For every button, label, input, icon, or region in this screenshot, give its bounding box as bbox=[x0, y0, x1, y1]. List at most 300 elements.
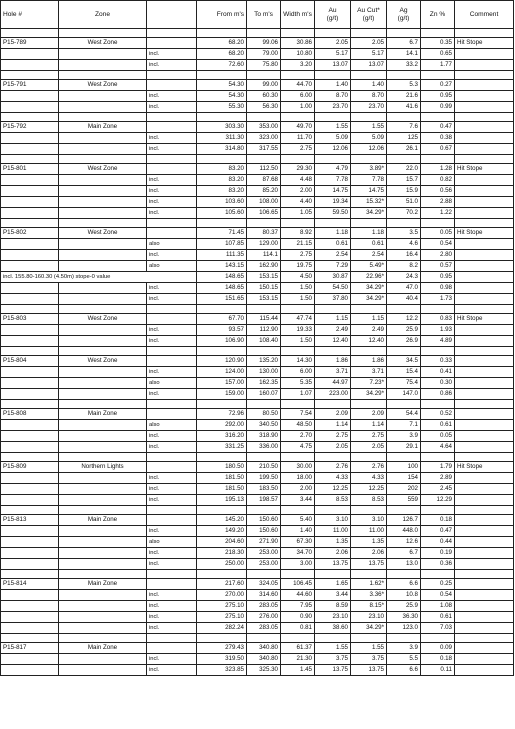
header-au-cut: Au Cut* (g/t) bbox=[351, 1, 387, 29]
cell-width: 6.00 bbox=[281, 91, 315, 102]
spacer-cell bbox=[147, 113, 197, 122]
cell-qualifier: incl. bbox=[147, 559, 197, 570]
cell-from: 282.24 bbox=[197, 623, 247, 634]
cell-width: 14.30 bbox=[281, 356, 315, 367]
cell-zn: 0.47 bbox=[421, 122, 455, 133]
spacer-cell bbox=[387, 219, 421, 228]
cell-au: 7.29 bbox=[315, 261, 351, 272]
cell-zn: 0.18 bbox=[421, 515, 455, 526]
spacer-cell bbox=[387, 155, 421, 164]
cell-qualifier: incl. bbox=[147, 325, 197, 336]
cell-zn: 0.54 bbox=[421, 590, 455, 601]
cell-qualifier bbox=[147, 228, 197, 239]
spacer-cell bbox=[351, 113, 387, 122]
cell-to: 115.44 bbox=[247, 314, 281, 325]
cell-qualifier bbox=[147, 38, 197, 49]
cell-hole: P15-789 bbox=[1, 38, 59, 49]
spacer-cell bbox=[59, 570, 147, 579]
cell-zone bbox=[59, 484, 147, 495]
cell-from: 275.10 bbox=[197, 601, 247, 612]
cell-comment bbox=[455, 250, 514, 261]
cell-zn: 0.09 bbox=[421, 643, 455, 654]
spacer-cell bbox=[197, 71, 247, 80]
cell-hole bbox=[1, 495, 59, 506]
cell-ag: 8.2 bbox=[387, 261, 421, 272]
cell-comment bbox=[455, 409, 514, 420]
cell-au-cut: 5.49* bbox=[351, 261, 387, 272]
cell-zone: West Zone bbox=[59, 164, 147, 175]
spacer-cell bbox=[421, 29, 455, 38]
spacer-cell bbox=[315, 570, 351, 579]
cell-width: 5.40 bbox=[281, 515, 315, 526]
table-row bbox=[1, 590, 514, 601]
cell-au: 2.05 bbox=[315, 442, 351, 453]
cell-au-cut: 12.25 bbox=[351, 484, 387, 495]
spacer-cell bbox=[1, 453, 59, 462]
cell-comment bbox=[455, 102, 514, 113]
spacer-cell bbox=[59, 113, 147, 122]
cell-comment bbox=[455, 336, 514, 347]
spacer-cell bbox=[147, 71, 197, 80]
cell-zone bbox=[59, 102, 147, 113]
table-row bbox=[1, 389, 514, 400]
cell-zn: 0.47 bbox=[421, 526, 455, 537]
cell-zone: Main Zone bbox=[59, 122, 147, 133]
cell-hole bbox=[1, 442, 59, 453]
cell-zn: 0.05 bbox=[421, 431, 455, 442]
cell-to: 276.00 bbox=[247, 612, 281, 623]
cell-ag: 36.30 bbox=[387, 612, 421, 623]
spacer-cell bbox=[281, 305, 315, 314]
table-row bbox=[1, 122, 514, 133]
cell-width: 34.70 bbox=[281, 548, 315, 559]
cell-zn: 0.41 bbox=[421, 367, 455, 378]
cell-qualifier: incl. bbox=[147, 654, 197, 665]
cell-au: 14.75 bbox=[315, 186, 351, 197]
cell-au: 1.65 bbox=[315, 579, 351, 590]
cell-hole bbox=[1, 49, 59, 60]
cell-au: 1.15 bbox=[315, 314, 351, 325]
cell-qualifier: incl. bbox=[147, 601, 197, 612]
cell-to: 283.05 bbox=[247, 623, 281, 634]
cell-from: 83.20 bbox=[197, 164, 247, 175]
cell-qualifier: incl. bbox=[147, 144, 197, 155]
cell-ag: 126.7 bbox=[387, 515, 421, 526]
table-row bbox=[1, 484, 514, 495]
spacer-row bbox=[1, 347, 514, 356]
spacer-cell bbox=[59, 71, 147, 80]
cell-au: 13.07 bbox=[315, 60, 351, 71]
cell-comment: Hit Stope bbox=[455, 164, 514, 175]
table-row bbox=[1, 49, 514, 60]
cell-comment bbox=[455, 325, 514, 336]
table-row bbox=[1, 473, 514, 484]
spacer-cell bbox=[281, 113, 315, 122]
cell-au: 11.00 bbox=[315, 526, 351, 537]
cell-width: 0.90 bbox=[281, 612, 315, 623]
cell-zn: 0.95 bbox=[421, 272, 455, 283]
table-row bbox=[1, 38, 514, 49]
cell-au: 59.50 bbox=[315, 208, 351, 219]
cell-ag: 70.2 bbox=[387, 208, 421, 219]
cell-zn: 0.65 bbox=[421, 49, 455, 60]
cell-ag: 29.1 bbox=[387, 442, 421, 453]
cell-to: 183.50 bbox=[247, 484, 281, 495]
cell-hole: P15-791 bbox=[1, 80, 59, 91]
cell-comment bbox=[455, 473, 514, 484]
cell-au-cut: 23.10 bbox=[351, 612, 387, 623]
cell-hole bbox=[1, 208, 59, 219]
cell-to: 80.50 bbox=[247, 409, 281, 420]
cell-ag: 100 bbox=[387, 462, 421, 473]
cell-hole bbox=[1, 601, 59, 612]
cell-from: 217.60 bbox=[197, 579, 247, 590]
cell-qualifier: incl. bbox=[147, 612, 197, 623]
spacer-cell bbox=[387, 634, 421, 643]
spacer-row bbox=[1, 113, 514, 122]
cell-zone bbox=[59, 250, 147, 261]
table-row bbox=[1, 495, 514, 506]
cell-ag: 202 bbox=[387, 484, 421, 495]
spacer-cell bbox=[281, 400, 315, 409]
cell-au-cut: 8.53 bbox=[351, 495, 387, 506]
cell-zn: 0.56 bbox=[421, 186, 455, 197]
cell-zn: 0.95 bbox=[421, 91, 455, 102]
cell-qualifier: incl. bbox=[147, 623, 197, 634]
cell-to: 353.00 bbox=[247, 122, 281, 133]
cell-zone: West Zone bbox=[59, 356, 147, 367]
cell-zone bbox=[59, 91, 147, 102]
table-row bbox=[1, 356, 514, 367]
spacer-cell bbox=[387, 113, 421, 122]
cell-au: 1.55 bbox=[315, 643, 351, 654]
header-zn: Zn % bbox=[421, 1, 455, 29]
cell-au: 12.40 bbox=[315, 336, 351, 347]
table-row bbox=[1, 283, 514, 294]
cell-au: 2.54 bbox=[315, 250, 351, 261]
cell-ag: 7.1 bbox=[387, 420, 421, 431]
spacer-cell bbox=[197, 570, 247, 579]
spacer-cell bbox=[147, 347, 197, 356]
cell-qualifier: also bbox=[147, 537, 197, 548]
cell-hole bbox=[1, 590, 59, 601]
cell-from: 148.65 bbox=[197, 283, 247, 294]
cell-comment bbox=[455, 186, 514, 197]
spacer-cell bbox=[421, 400, 455, 409]
cell-hole bbox=[1, 133, 59, 144]
spacer-cell bbox=[421, 71, 455, 80]
cell-from: 292.00 bbox=[197, 420, 247, 431]
cell-from: 319.50 bbox=[197, 654, 247, 665]
cell-qualifier bbox=[147, 164, 197, 175]
cell-au: 5.09 bbox=[315, 133, 351, 144]
cell-hole bbox=[1, 484, 59, 495]
cell-width: 1.45 bbox=[281, 665, 315, 676]
cell-from: 314.80 bbox=[197, 144, 247, 155]
spacer-cell bbox=[315, 453, 351, 462]
cell-to: 210.50 bbox=[247, 462, 281, 473]
spacer-cell bbox=[147, 400, 197, 409]
spacer-cell bbox=[387, 506, 421, 515]
cell-comment bbox=[455, 612, 514, 623]
spacer-cell bbox=[281, 29, 315, 38]
cell-zone bbox=[59, 144, 147, 155]
cell-hole bbox=[1, 420, 59, 431]
cell-zn: 0.25 bbox=[421, 579, 455, 590]
spacer-cell bbox=[351, 71, 387, 80]
cell-ag: 41.6 bbox=[387, 102, 421, 113]
cell-from: 218.30 bbox=[197, 548, 247, 559]
cell-from: 149.20 bbox=[197, 526, 247, 537]
cell-from: 159.00 bbox=[197, 389, 247, 400]
cell-to: 340.50 bbox=[247, 420, 281, 431]
cell-au: 3.44 bbox=[315, 590, 351, 601]
cell-ag: 6.7 bbox=[387, 548, 421, 559]
spacer-cell bbox=[247, 29, 281, 38]
cell-to: 153.15 bbox=[247, 294, 281, 305]
spacer-cell bbox=[421, 634, 455, 643]
cell-comment bbox=[455, 197, 514, 208]
cell-ag: 10.8 bbox=[387, 590, 421, 601]
cell-zone bbox=[59, 239, 147, 250]
cell-to: 317.55 bbox=[247, 144, 281, 155]
table-row bbox=[1, 186, 514, 197]
spacer-cell bbox=[315, 113, 351, 122]
spacer-cell bbox=[197, 113, 247, 122]
header-to: To m's bbox=[247, 1, 281, 29]
cell-comment bbox=[455, 80, 514, 91]
cell-from: 55.30 bbox=[197, 102, 247, 113]
spacer-row bbox=[1, 155, 514, 164]
cell-ag: 5.5 bbox=[387, 654, 421, 665]
cell-to: 198.57 bbox=[247, 495, 281, 506]
cell-ag: 15.4 bbox=[387, 367, 421, 378]
cell-zn: 2.88 bbox=[421, 197, 455, 208]
spacer-cell bbox=[387, 305, 421, 314]
cell-to: 135.20 bbox=[247, 356, 281, 367]
cell-hole bbox=[1, 623, 59, 634]
cell-width: 21.15 bbox=[281, 239, 315, 250]
table-body bbox=[1, 29, 514, 676]
spacer-cell bbox=[147, 219, 197, 228]
cell-comment bbox=[455, 133, 514, 144]
cell-zone: West Zone bbox=[59, 38, 147, 49]
cell-au-cut: 34.29* bbox=[351, 283, 387, 294]
spacer-cell bbox=[147, 506, 197, 515]
cell-ag: 3.5 bbox=[387, 228, 421, 239]
spacer-cell bbox=[197, 219, 247, 228]
cell-hole: P15-804 bbox=[1, 356, 59, 367]
cell-to: 325.30 bbox=[247, 665, 281, 676]
cell-zn: 0.67 bbox=[421, 144, 455, 155]
cell-qualifier: also bbox=[147, 261, 197, 272]
cell-au-cut: 34.29* bbox=[351, 389, 387, 400]
cell-au-cut: 11.00 bbox=[351, 526, 387, 537]
cell-comment bbox=[455, 208, 514, 219]
cell-comment bbox=[455, 548, 514, 559]
cell-zn: 1.93 bbox=[421, 325, 455, 336]
cell-qualifier: incl. bbox=[147, 665, 197, 676]
cell-zn: 1.22 bbox=[421, 208, 455, 219]
cell-ag: 16.4 bbox=[387, 250, 421, 261]
cell-zn: 1.08 bbox=[421, 601, 455, 612]
cell-au: 1.40 bbox=[315, 80, 351, 91]
cell-au-cut: 13.75 bbox=[351, 665, 387, 676]
cell-hole: P15-809 bbox=[1, 462, 59, 473]
cell-zn: 0.30 bbox=[421, 378, 455, 389]
spacer-cell bbox=[421, 113, 455, 122]
cell-width: 21.30 bbox=[281, 654, 315, 665]
cell-width: 3.44 bbox=[281, 495, 315, 506]
cell-zone bbox=[59, 336, 147, 347]
cell-zone bbox=[59, 261, 147, 272]
spacer-cell bbox=[59, 347, 147, 356]
spacer-cell bbox=[387, 29, 421, 38]
cell-hole bbox=[1, 102, 59, 113]
cell-au: 30.87 bbox=[315, 272, 351, 283]
cell-comment bbox=[455, 484, 514, 495]
cell-ag: 22.0 bbox=[387, 164, 421, 175]
cell-width: 67.30 bbox=[281, 537, 315, 548]
header-comment: Comment bbox=[455, 1, 514, 29]
cell-from: 103.60 bbox=[197, 197, 247, 208]
cell-width: 4.50 bbox=[281, 272, 315, 283]
cell-from: 83.20 bbox=[197, 175, 247, 186]
table-row bbox=[1, 314, 514, 325]
cell-comment bbox=[455, 559, 514, 570]
cell-hole bbox=[1, 559, 59, 570]
cell-qualifier: incl. bbox=[147, 590, 197, 601]
cell-au-cut: 3.89* bbox=[351, 164, 387, 175]
spacer-cell bbox=[1, 400, 59, 409]
cell-comment bbox=[455, 601, 514, 612]
cell-au: 2.75 bbox=[315, 431, 351, 442]
spacer-cell bbox=[59, 400, 147, 409]
cell-width: 44.60 bbox=[281, 590, 315, 601]
cell-zone bbox=[59, 325, 147, 336]
cell-zn: 0.27 bbox=[421, 80, 455, 91]
cell-zone: Main Zone bbox=[59, 515, 147, 526]
cell-au-cut: 7.23* bbox=[351, 378, 387, 389]
cell-zone bbox=[59, 186, 147, 197]
cell-au-cut: 1.55 bbox=[351, 122, 387, 133]
cell-zn: 4.89 bbox=[421, 336, 455, 347]
spacer-cell bbox=[387, 453, 421, 462]
cell-zn: 4.64 bbox=[421, 442, 455, 453]
cell-ag: 7.6 bbox=[387, 122, 421, 133]
header-ag: Ag (g/t) bbox=[387, 1, 421, 29]
spacer-cell bbox=[197, 29, 247, 38]
cell-zone: Main Zone bbox=[59, 643, 147, 654]
spacer-cell bbox=[281, 219, 315, 228]
cell-qualifier bbox=[147, 80, 197, 91]
cell-from: 54.30 bbox=[197, 80, 247, 91]
cell-hole bbox=[1, 473, 59, 484]
cell-zn: 0.11 bbox=[421, 665, 455, 676]
spacer-cell bbox=[351, 400, 387, 409]
cell-qualifier: also bbox=[147, 239, 197, 250]
cell-zone: West Zone bbox=[59, 228, 147, 239]
table-row bbox=[1, 462, 514, 473]
cell-from: 72.60 bbox=[197, 60, 247, 71]
cell-to: 79.00 bbox=[247, 49, 281, 60]
cell-au: 8.59 bbox=[315, 601, 351, 612]
cell-width: 4.75 bbox=[281, 442, 315, 453]
cell-zone bbox=[59, 495, 147, 506]
cell-to: 271.90 bbox=[247, 537, 281, 548]
cell-qualifier: incl. bbox=[147, 442, 197, 453]
cell-comment bbox=[455, 272, 514, 283]
cell-zone bbox=[59, 654, 147, 665]
cell-to: 324.05 bbox=[247, 579, 281, 590]
cell-au-cut: 2.75 bbox=[351, 431, 387, 442]
header-au: Au (g/t) bbox=[315, 1, 351, 29]
spacer-cell bbox=[387, 71, 421, 80]
table-row bbox=[1, 601, 514, 612]
spacer-row bbox=[1, 570, 514, 579]
cell-zone bbox=[59, 590, 147, 601]
cell-to: 106.65 bbox=[247, 208, 281, 219]
cell-zone: West Zone bbox=[59, 80, 147, 91]
table-row bbox=[1, 261, 514, 272]
cell-au: 1.35 bbox=[315, 537, 351, 548]
table-row bbox=[1, 654, 514, 665]
cell-au: 23.70 bbox=[315, 102, 351, 113]
cell-comment bbox=[455, 665, 514, 676]
cell-hole bbox=[1, 261, 59, 272]
cell-zone: West Zone bbox=[59, 314, 147, 325]
cell-qualifier: incl. bbox=[147, 250, 197, 261]
spacer-cell bbox=[147, 29, 197, 38]
cell-au: 2.49 bbox=[315, 325, 351, 336]
cell-comment: Hit Stope bbox=[455, 228, 514, 239]
spacer-cell bbox=[421, 570, 455, 579]
cell-to: 150.15 bbox=[247, 283, 281, 294]
cell-ag: 75.4 bbox=[387, 378, 421, 389]
cell-au-cut: 1.15 bbox=[351, 314, 387, 325]
spacer-cell bbox=[59, 634, 147, 643]
cell-comment bbox=[455, 294, 514, 305]
cell-zone bbox=[59, 473, 147, 484]
cell-zn: 1.73 bbox=[421, 294, 455, 305]
cell-ag: 15.7 bbox=[387, 175, 421, 186]
spacer-cell bbox=[387, 400, 421, 409]
spacer-cell bbox=[247, 400, 281, 409]
cell-au: 37.80 bbox=[315, 294, 351, 305]
table-row bbox=[1, 431, 514, 442]
cell-zone bbox=[59, 623, 147, 634]
spacer-cell bbox=[197, 453, 247, 462]
spacer-cell bbox=[147, 155, 197, 164]
spacer-cell bbox=[197, 155, 247, 164]
cell-zone bbox=[59, 208, 147, 219]
cell-au-cut: 22.96* bbox=[351, 272, 387, 283]
spacer-cell bbox=[147, 570, 197, 579]
cell-comment: Hit Stope bbox=[455, 314, 514, 325]
table-row bbox=[1, 175, 514, 186]
cell-zn: 0.61 bbox=[421, 420, 455, 431]
spacer-row bbox=[1, 305, 514, 314]
cell-width: 2.00 bbox=[281, 186, 315, 197]
spacer-cell bbox=[455, 29, 514, 38]
cell-hole bbox=[1, 389, 59, 400]
header-zone: Zone bbox=[59, 1, 147, 29]
spacer-cell bbox=[281, 71, 315, 80]
cell-zn: 0.82 bbox=[421, 175, 455, 186]
cell-ag: 26.1 bbox=[387, 144, 421, 155]
cell-au-cut: 12.40 bbox=[351, 336, 387, 347]
cell-to: 160.07 bbox=[247, 389, 281, 400]
